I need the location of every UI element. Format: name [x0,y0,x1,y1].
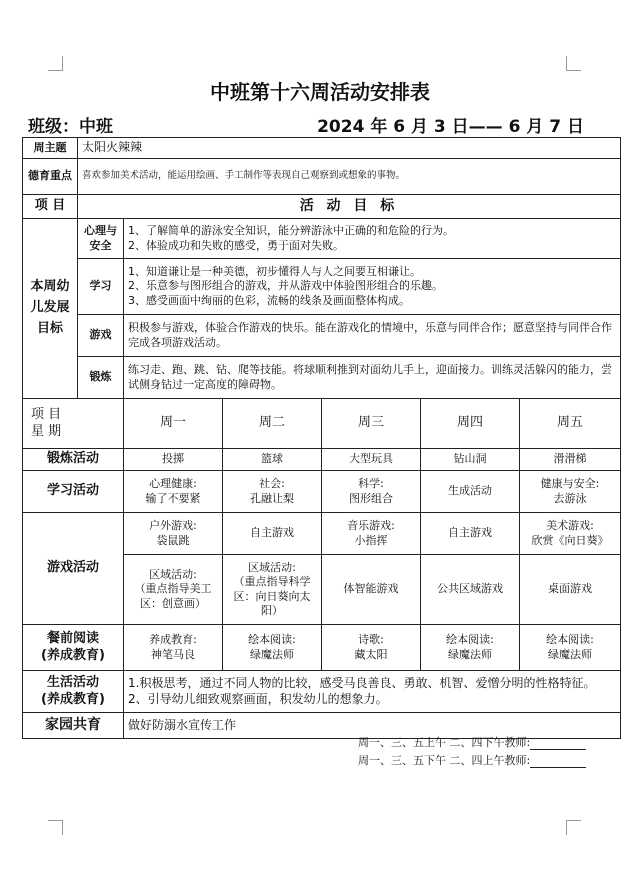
learning-cell-line: 心理健康: [149,477,197,491]
goal-area: 游戏 [78,315,124,357]
page-title: 中班第十六周活动安排表 [210,80,430,104]
reading-cell-line: 藏太阳 [354,647,388,661]
game-cell-line: （重点指导科学 [233,575,311,589]
reading-cell-line: 养成教育: [149,633,197,647]
goal-line: 练习走、跑、跳、钻、爬等技能。将球顺利推到对面幼儿手上，迎面接力。训练灵活躲闪的能力，尝试侧身钻过一定高度的障碍物。 [124,357,621,399]
life-label-sub: (养成教育) [41,691,105,707]
game-cell-line: 欣赏《向日葵》 [531,533,609,547]
game-cell-line: 户外游戏: [149,519,197,533]
goals-item-header: 项 目 [23,195,78,219]
schedule-week-header: 星 期 [31,423,62,439]
life-label: 生活活动 [46,674,99,690]
day-header-tue: 周二 [223,399,322,449]
crop-mark-tl [48,56,63,71]
goal-area: 锻炼 [78,357,124,399]
games-label: 游戏活动 [23,513,124,625]
day-header-wed: 周三 [322,399,421,449]
game-cell-line: 阳） [261,603,283,617]
moral-label: 德育重点 [23,159,78,195]
date-range: 2024 年 6 月 3 日—— 6 月 7 日 [317,117,584,137]
theme-label: 周主题 [23,138,78,159]
game-cell-line: 自主游戏 [448,526,492,540]
learning-cell-line: 去游泳 [553,491,587,505]
reading-label-sub: (养成教育) [41,647,105,663]
goal-line: 1、了解简单的游泳安全知识，能分辨游泳中正确的和危险的行为。 [128,224,454,238]
game-cell-line: 美术游戏: [546,519,594,533]
schedule-table [22,137,621,739]
exercise-cell: 滑滑梯 [520,449,621,471]
learning-cell-line: 社会: [259,477,285,491]
day-header-thu: 周四 [421,399,520,449]
exercise-cell: 钻山洞 [421,449,520,471]
game-cell-line: 区：创意画） [140,596,206,610]
reading-cell-line: 神笔马良 [151,647,195,661]
footer-text-1: 周一、三、五上午 二、四下午教师: [358,736,531,749]
learning-cell-line: 图形组合 [349,491,393,505]
reading-cell-line: 绘本阅读: [446,633,494,647]
reading-label: 餐前阅读 [46,630,99,646]
crop-mark-br [566,820,581,835]
goal-area: 学习 [78,259,124,315]
exercise-cell: 篮球 [223,449,322,471]
class-label: 班级：中班 [28,117,113,137]
goal-line: 积极参与游戏，体验合作游戏的快乐。能在游戏化的情境中，乐意与同伴合作；愿意坚持与同伴合作完成各项游戏活动。 [124,315,621,357]
exercise-cell: 投掷 [124,449,223,471]
footer-text-2: 周一、三、五下午 二、四上午教师: [358,754,531,767]
game-cell-line: 小指挥 [354,533,388,547]
footer-line-1 [358,734,586,750]
learning-cell-line: 科学: [358,477,384,491]
game-cell-line: 自主游戏 [250,526,294,540]
reading-cell-line: 绿魔法师 [250,647,294,661]
reading-cell-line: 诗歌: [358,633,384,647]
day-header-mon: 周一 [124,399,223,449]
footer-line-2 [358,752,586,768]
exercise-label: 锻炼活动 [23,449,124,471]
learning-cell-line: 孔融让梨 [250,491,294,505]
reading-cell-line: 绘本阅读: [546,633,594,647]
goal-area: 心理与安全 [78,219,124,259]
crop-mark-bl [48,820,63,835]
day-header-fri: 周五 [520,399,621,449]
learning-cell-line: 生成活动 [448,484,492,498]
goals-header: 活 动 目 标 [78,195,621,219]
goal-line: 1、知道谦让是一种美德，初步懂得人与人之间要互相谦让。 [128,265,421,279]
theme-value: 太阳火辣辣 [78,138,621,159]
game-cell-line: 区域活动: [248,560,296,574]
game-cell-line: 公共区域游戏 [437,582,503,596]
crop-mark-tr [566,56,581,71]
learning-label: 学习活动 [23,471,124,513]
life-line: 1.积极思考，通过不同人物的比较，感受马良善良、勇敢、机智、爱憎分明的性格特征。 [128,675,596,690]
game-cell-line: 音乐游戏: [347,519,395,533]
goal-line: 3、感受画面中绚丽的色彩，流畅的线条及画面整体构成。 [128,293,410,307]
game-cell-line: （重点指导美工 [134,582,212,596]
game-cell-line: 桌面游戏 [548,582,592,596]
game-cell-line: 区：向日葵向太 [233,589,311,603]
schedule-item-header: 项 目 [31,406,62,422]
moral-value: 喜欢参加美术活动，能运用绘画、手工制作等表现自己观察到或想象的事物。 [78,159,621,195]
reading-cell-line: 绘本阅读: [248,633,296,647]
reading-cell-line: 绿魔法师 [448,647,492,661]
reading-cell-line: 绿魔法师 [548,647,592,661]
home-label: 家园共育 [23,713,124,739]
goals-section-label: 本周幼儿发展目标 [23,219,78,399]
life-line: 2、引导幼儿细致观察画面，积发幼儿的想象力。 [128,691,388,706]
teacher-signature-line-1 [530,739,586,750]
goal-line: 2、乐意参与图形组合的游戏，并从游戏中体验图形组合的乐趣。 [128,279,443,293]
goal-line: 2、体验成功和失败的感受，勇于面对失败。 [128,238,344,252]
learning-cell-line: 健康与安全: [540,477,600,491]
teacher-signature-line-2 [530,757,586,768]
exercise-cell: 大型玩具 [322,449,421,471]
game-cell-line: 体智能游戏 [343,582,399,596]
game-cell-line: 区域活动: [149,568,197,582]
home-value: 做好防溺水宣传工作 [124,713,621,739]
learning-cell-line: 输了不要紧 [145,491,201,505]
game-cell-line: 袋鼠跳 [156,533,190,547]
